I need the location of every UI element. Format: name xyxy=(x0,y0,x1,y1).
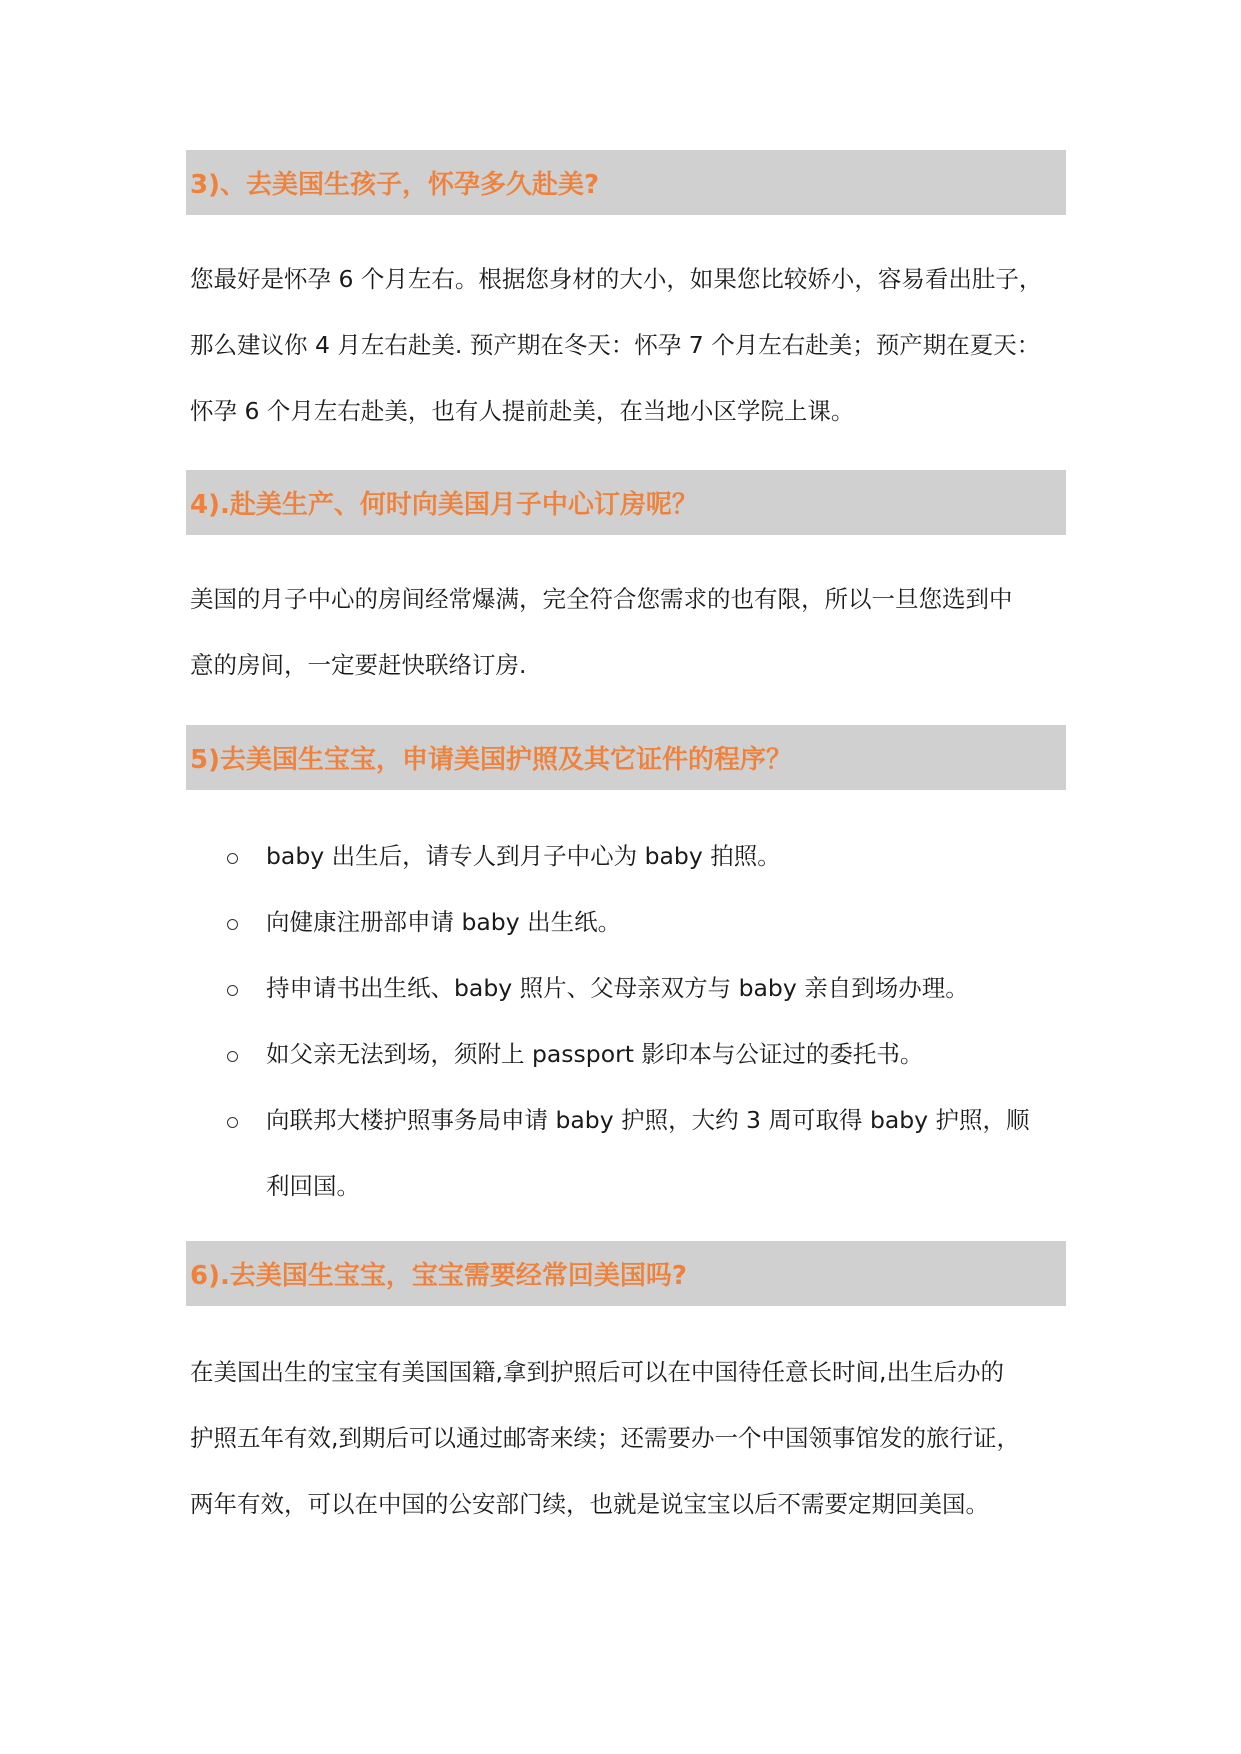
section-heading-bar xyxy=(186,150,1066,215)
list-item-text: 向联邦大楼护照事务局申请 baby 护照，大约 3 周可取得 baby 护照，顺 xyxy=(266,1106,1030,1134)
section-heading: 4).赴美生产、何时向美国月子中心订房呢？ xyxy=(190,490,698,520)
procedure-list xyxy=(0,823,1241,1219)
circle-bullet-icon xyxy=(227,1051,238,1062)
circle-bullet-icon xyxy=(227,985,238,996)
list-item-text: 如父亲无法到场，须附上 passport 影印本与公证过的委托书。 xyxy=(266,1040,924,1068)
section-heading: 5)去美国生宝宝，申请美国护照及其它证件的程序？ xyxy=(190,745,792,775)
section-paragraph xyxy=(190,566,1080,698)
list-item xyxy=(0,955,1241,1021)
list-item xyxy=(0,889,1241,955)
circle-bullet-icon xyxy=(227,919,238,930)
section-heading-bar xyxy=(186,470,1066,535)
list-item-text: 向健康注册部申请 baby 出生纸。 xyxy=(266,908,622,936)
paragraph-line: 在美国出生的宝宝有美国国籍,拿到护照后可以在中国待任意长时间,出生后办的 xyxy=(190,1358,1004,1386)
list-item-text: 利回国。 xyxy=(266,1172,360,1200)
list-item-text: 持申请书出生纸、baby 照片、父母亲双方与 baby 亲自到场办理。 xyxy=(266,974,969,1002)
paragraph-line: 您最好是怀孕 6 个月左右。根据您身材的大小，如果您比较娇小，容易看出肚子， xyxy=(190,265,1043,293)
list-item xyxy=(0,1021,1241,1087)
section-heading: 6).去美国生宝宝，宝宝需要经常回美国吗? xyxy=(190,1261,687,1291)
section-paragraph xyxy=(190,246,1080,444)
circle-bullet-icon xyxy=(227,853,238,864)
paragraph-line: 那么建议你 4 月左右赴美. 预产期在冬天：怀孕 7 个月左右赴美；预产期在夏天： xyxy=(190,331,1041,359)
section-heading-bar xyxy=(186,1241,1066,1306)
section-paragraph xyxy=(190,1339,1080,1537)
paragraph-line: 护照五年有效,到期后可以通过邮寄来续；还需要办一个中国领事馆发的旅行证， xyxy=(190,1424,1020,1452)
list-item-text: baby 出生后，请专人到月子中心为 baby 拍照。 xyxy=(266,842,781,870)
section-heading-bar xyxy=(186,725,1066,790)
paragraph-line: 怀孕 6 个月左右赴美，也有人提前赴美，在当地小区学院上课。 xyxy=(190,397,855,425)
paragraph-line: 美国的月子中心的房间经常爆满，完全符合您需求的也有限，所以一旦您选到中 xyxy=(190,585,1013,613)
paragraph-line: 意的房间，一定要赶快联络订房. xyxy=(190,651,527,679)
list-item xyxy=(0,1087,1241,1219)
section-heading: 3)、去美国生孩子，怀孕多久赴美? xyxy=(190,170,600,200)
circle-bullet-icon xyxy=(227,1117,238,1128)
paragraph-line: 两年有效，可以在中国的公安部门续，也就是说宝宝以后不需要定期回美国。 xyxy=(190,1490,989,1518)
list-item xyxy=(0,823,1241,889)
